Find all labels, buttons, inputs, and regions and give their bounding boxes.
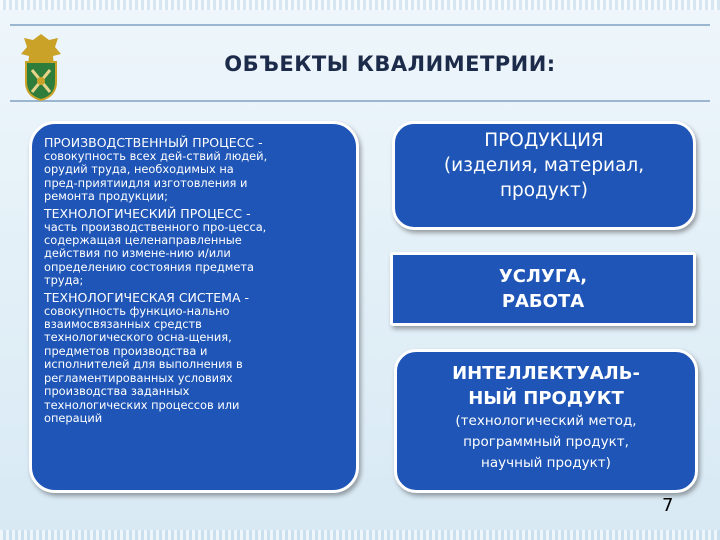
- customs-emblem-icon: [16, 30, 66, 102]
- product-detail-line: (изделия, материал,: [443, 155, 645, 176]
- definition-line: определению состояния предмета: [44, 259, 254, 274]
- definition-line: исполнителей для выполнения в: [44, 357, 243, 372]
- intellectual-detail-line: научный продукт): [481, 455, 611, 471]
- definition-text: [44, 150, 344, 204]
- definitions-content: [44, 136, 344, 428]
- product-title: ПРОДУКЦИЯ: [484, 130, 604, 151]
- page-number: 7: [662, 495, 674, 516]
- definition-line: технологического осна-щения,: [44, 330, 232, 345]
- definition-line: производства заданных: [44, 384, 190, 399]
- definition-line: содержащая целенаправленные: [44, 233, 242, 248]
- definition-line: орудий труда, необходимых на: [44, 162, 234, 177]
- service-line: УСЛУГА,: [498, 266, 588, 287]
- header-rule-top: [10, 24, 710, 26]
- definition-line: совокупность функцио-нально: [44, 303, 230, 318]
- service-box: [390, 252, 696, 326]
- definition-line: совокупность всех дей-ствий людей,: [44, 149, 268, 163]
- header-rule-bottom: [10, 100, 710, 102]
- definition-line: операций: [44, 410, 103, 425]
- definition-line: труда;: [44, 273, 84, 288]
- product-box: [392, 121, 696, 230]
- top-stripe: [0, 0, 720, 10]
- intellectual-product-box: [394, 349, 698, 493]
- definition-line: регламентированных условиях: [44, 370, 233, 385]
- service-line: РАБОТА: [501, 291, 585, 312]
- definition-line: предметов производства и: [44, 343, 208, 358]
- definition-line: ремонта продукции;: [44, 189, 169, 204]
- definition-heading: ТЕХНОЛОГИЧЕСКАЯ СИСТЕМА -: [44, 289, 249, 305]
- definition-production-process: [44, 136, 344, 204]
- intellectual-title-line: ИНТЕЛЛЕКТУАЛЬ-: [452, 363, 640, 384]
- definition-line: пред-приятиидля изготовления и: [44, 175, 248, 190]
- slide-title: ОБЪЕКТЫ КВАЛИМЕТРИИ:: [224, 52, 556, 76]
- definition-heading: ПРОИЗВОДСТВЕННЫЙ ПРОЦЕСС -: [44, 135, 263, 150]
- intellectual-title-line: НЫЙ ПРОДУКТ: [468, 388, 624, 409]
- bottom-stripe: [0, 530, 720, 540]
- definition-text: [44, 221, 344, 288]
- definition-line: технологических процессов или: [44, 397, 240, 412]
- definition-line: взаимосвязанных средств: [44, 317, 202, 332]
- intellectual-detail-line: программный продукт,: [463, 434, 629, 450]
- definition-line: часть производственного про-цесса,: [44, 219, 267, 234]
- definition-technological-process: [44, 207, 344, 288]
- definition-technological-system: [44, 291, 344, 426]
- product-detail-line: продукт): [499, 180, 589, 201]
- definition-line: действия по измене-нию и/или: [44, 246, 231, 261]
- definition-heading: ТЕХНОЛОГИЧЕСКИЙ ПРОЦЕСС -: [44, 205, 251, 221]
- definition-text: [44, 305, 344, 426]
- intellectual-detail-line: (технологический метод,: [455, 413, 637, 429]
